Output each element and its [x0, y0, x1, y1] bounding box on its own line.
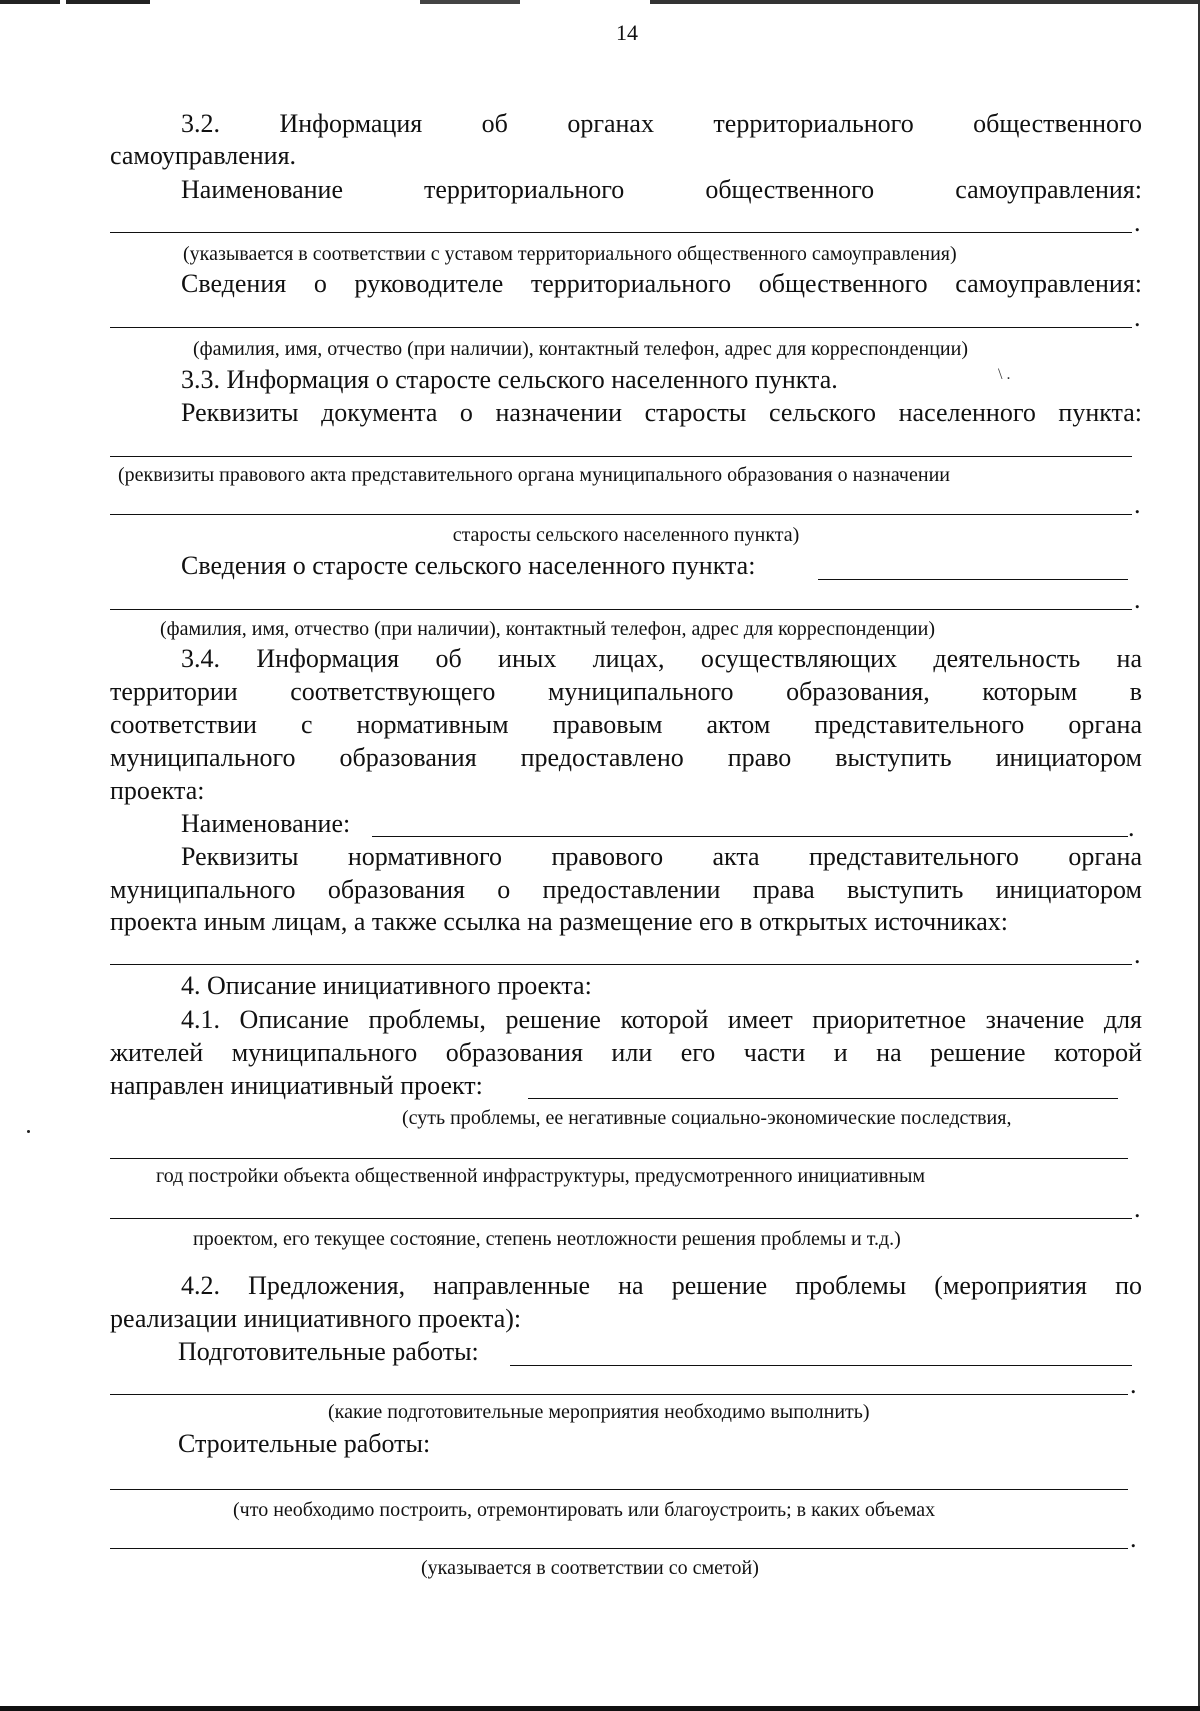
s33-req-label: Реквизиты документа о назначении старосты сельского населенного пункта: [181, 398, 1142, 427]
s41-input-line-3[interactable] [110, 1218, 1132, 1219]
scan-edge-bottom [0, 1706, 1200, 1711]
s42-line-1: 4.2. Предложения, направленные на решение проблемы (мероприятия по [181, 1271, 1142, 1300]
s41-line-1: 4.1. Описание проблемы, решение которой имеет приоритетное значение для [181, 1005, 1142, 1034]
s32-name-label: Наименование территориального общественного самоуправления: [181, 175, 1142, 204]
s33-info-input-line[interactable] [110, 609, 1132, 610]
s41-end-dot: . [1134, 1194, 1141, 1223]
s4-title: 4. Описание инициативного проекта: [181, 971, 592, 1000]
s42-build-caption-1: (что необходимо построить, отремонтировать или благоустроить; в каких объемах [233, 1499, 936, 1521]
s32-head-label: Сведения о руководителе территориального общественного самоуправления: [181, 269, 1142, 298]
s42-build-label: Строительные работы: [178, 1429, 431, 1458]
s33-req-input-line-2[interactable] [110, 514, 1132, 515]
s34-line-5: проекта: [110, 776, 205, 805]
s42-build-end-dot: . [1130, 1524, 1137, 1553]
s42-prep-input-line-inline[interactable] [510, 1365, 1132, 1366]
s33-info-end-dot: . [1134, 585, 1141, 614]
s42-build-input-line-1[interactable] [110, 1489, 1128, 1490]
s42-build-input-line-2[interactable] [110, 1548, 1128, 1549]
s34-line-4: муниципального образования предоставлено право выступить инициатором [110, 743, 1142, 772]
s34-line-2: территории соответствующего муниципального образования, которым в [110, 677, 1142, 706]
s32-name-input-line[interactable] [110, 232, 1132, 233]
s41-input-line-inline[interactable] [528, 1098, 1118, 1099]
s42-prep-caption: (какие подготовительные мероприятия необходимо выполнить) [328, 1401, 870, 1423]
s34-line-3: соответствии с нормативным правовым актом представительного органа [110, 710, 1142, 739]
s42-line-2: реализации инициативного проекта): [110, 1304, 522, 1333]
s32-head-caption: (фамилия, имя, отчество (при наличии), контактный телефон, адрес для корреспонденции) [193, 338, 968, 360]
s41-caption-3: проектом, его текущее состояние, степень неотложности решения проблемы и т.д.) [193, 1228, 901, 1250]
s41-input-line-2[interactable] [110, 1158, 1128, 1159]
s41-line-2: жителей муниципального образования или его части и на решение которой [110, 1038, 1142, 1067]
s41-caption-1: (суть проблемы, ее негативные социально-экономические последствия, [402, 1107, 1012, 1129]
s32-lead-line: 3.2. Информация об органах территориального общественного [181, 109, 1142, 138]
s33-req-end-dot: . [1134, 490, 1141, 519]
s34-req-line-3: проекта иным лицам, а также ссылка на размещение его в открытых источниках: [110, 907, 1008, 936]
s33-info-label: Сведения о старосте сельского населенного пункта: [181, 551, 756, 580]
s32-name-end-dot: . [1134, 208, 1141, 237]
scan-speck [27, 1130, 30, 1133]
s34-name-label: Наименование: [181, 809, 351, 838]
s33-req-caption-2: старосты сельского населенного пункта) [452, 524, 800, 546]
s42-prep-label: Подготовительные работы: [178, 1337, 479, 1366]
s34-req-line-2: муниципального образования о предоставлении права выступить инициатором [110, 875, 1142, 904]
s34-name-end-dot: . [1128, 813, 1135, 842]
s42-prep-end-dot: . [1130, 1370, 1137, 1399]
s33-info-caption: (фамилия, имя, отчество (при наличии), контактный телефон, адрес для корреспонденции) [160, 618, 935, 640]
s42-build-caption-2: (указывается в соответствии со сметой) [421, 1557, 759, 1579]
s34-name-input-line[interactable] [372, 836, 1128, 837]
s42-prep-input-line[interactable] [110, 1394, 1128, 1395]
s34-req-line-1: Реквизиты нормативного правового акта представительного органа [181, 842, 1142, 871]
s34-line-1: 3.4. Информация об иных лицах, осуществляющих деятельность на [181, 644, 1142, 673]
s41-line-3: направлен инициативный проект: [110, 1071, 483, 1100]
scan-edge-top [0, 0, 1200, 4]
s32-head-input-line[interactable] [110, 327, 1132, 328]
s41-caption-2: год постройки объекта общественной инфраструктуры, предусмотренного инициативным [156, 1165, 926, 1187]
s33-req-caption-1: (реквизиты правового акта представительного органа муниципального образования о назначении [118, 464, 950, 486]
s33-req-input-line-1[interactable] [110, 456, 1132, 457]
s32-lead-continuation: самоуправления. [110, 141, 297, 170]
s32-name-caption: (указывается в соответствии с уставом территориального общественного самоуправления) [183, 243, 957, 265]
s34-req-end-dot: . [1134, 940, 1141, 969]
page-number: 14 [616, 20, 638, 45]
s33-info-input-line-inline[interactable] [818, 579, 1128, 580]
s33-title: 3.3. Информация о старосте сельского населенного пункта. [181, 365, 838, 394]
s34-req-input-line[interactable] [110, 964, 1132, 965]
scan-mark: \ . [998, 366, 1011, 383]
s32-head-end-dot: . [1134, 303, 1141, 332]
